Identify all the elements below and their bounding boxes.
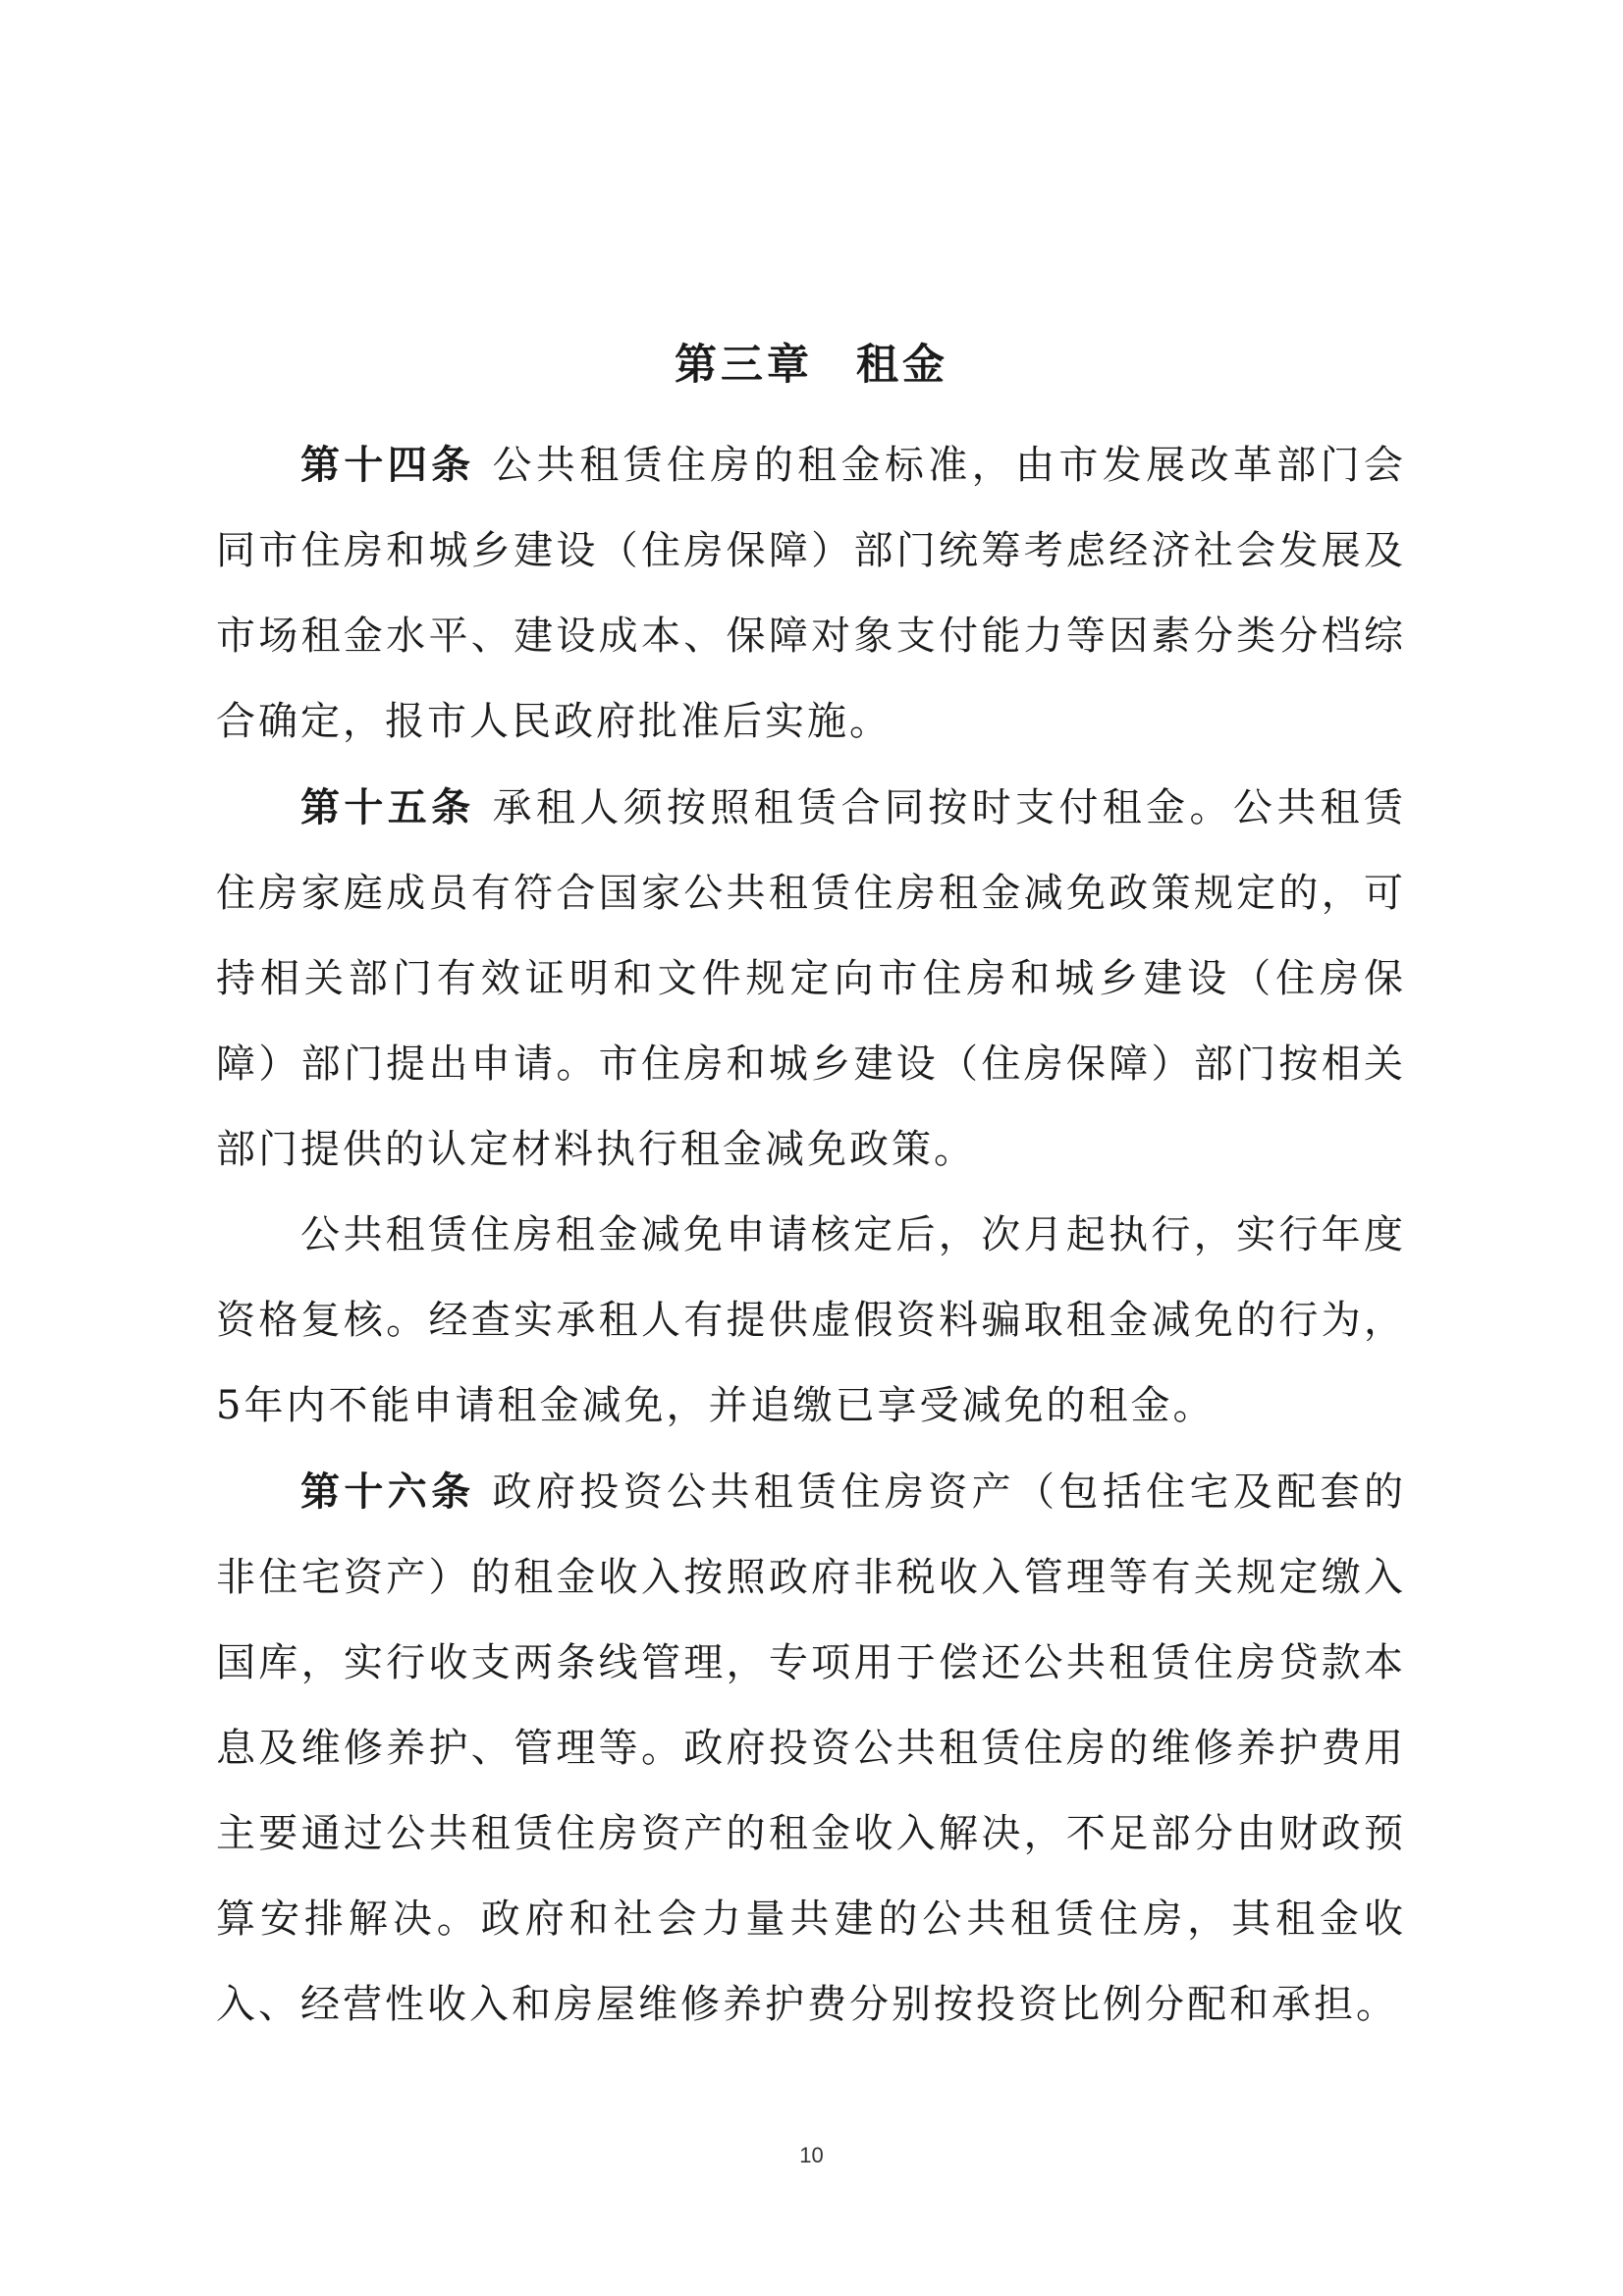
article-label: 第十五条 bbox=[300, 784, 475, 830]
article-14 bbox=[216, 422, 1406, 765]
article-16 bbox=[216, 1449, 1406, 2048]
page-number: 10 bbox=[799, 2143, 824, 2167]
article-text: 政府投资公共租赁住房资产（包括住宅及配套的非住宅资产）的租金收入按照政府非税收入管理等有关规定缴入国库，实行收支两条线管理，专项用于偿还公共租赁住房贷款本息及维修养护、管理等。政府投资公共租赁住房的维修养护费用主要通过公共租赁住房资产的租金收入解决，不足部分由财政预算安排解决。政府和社会力量共建的公共租赁住房，其租金收入、经营性收入和房屋维修养护费分别按投资比例分配和承担。 bbox=[216, 1469, 1406, 2027]
chapter-number: 第三章 bbox=[675, 341, 813, 390]
chapter-body bbox=[216, 422, 1406, 2048]
article-label: 第十四条 bbox=[300, 442, 475, 488]
article-text: 公共租赁住房的租金标准，由市发展改革部门会同市住房和城乡建设（住房保障）部门统筹考虑经济社会发展及市场租金水平、建设成本、保障对象支付能力等因素分类分档综合确定，报市人民政府批准后实施。 bbox=[216, 443, 1406, 744]
article-text: 公共租赁住房租金减免申请核定后，次月起执行，实行年度资格复核。经查实承租人有提供虚假资料骗取租金减免的行为，5年内不能申请租金减免，并追缴已享受减免的租金。 bbox=[216, 1212, 1406, 1428]
article-label: 第十六条 bbox=[300, 1468, 475, 1515]
chapter-title: 租金 bbox=[856, 341, 948, 390]
article-15 bbox=[216, 765, 1406, 1193]
chapter-heading bbox=[0, 332, 1623, 392]
article-15-paragraph-2 bbox=[216, 1193, 1406, 1449]
article-text: 承租人须按照租赁合同按时支付租金。公共租赁住房家庭成员有符合国家公共租赁住房租金减免政策规定的，可持相关部门有效证明和文件规定向市住房和城乡建设（住房保障）部门提出申请。市住房和城乡建设（住房保障）部门按相关部门提供的认定材料执行租金减免政策。 bbox=[216, 785, 1406, 1172]
